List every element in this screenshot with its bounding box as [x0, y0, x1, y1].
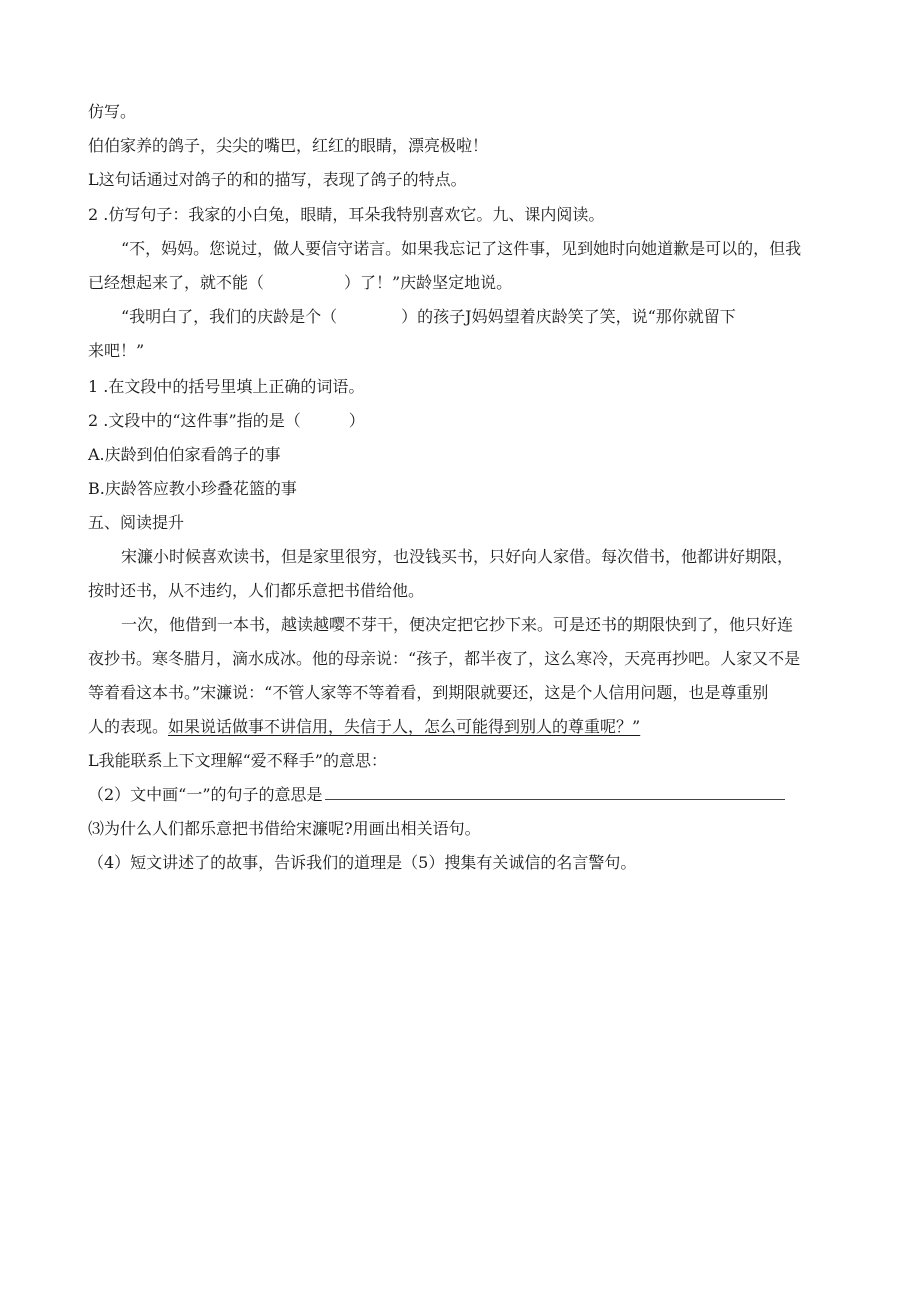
question-this-matter: 2 .文段中的“这件事”指的是（ ） [88, 411, 365, 430]
section-heading-imitate: 仿写。 [88, 102, 137, 121]
reading-passage-line: 等着看这本书。”宋濂说：“不管人家等不等着看，到期限就要还，这是个人信用问题，也是尊重别 [88, 683, 769, 702]
reading-passage-line: 一次，他借到一本书，越读越嘤不芽干，便决定把它抄下来。可是还书的期限快到了，他只好连 [121, 615, 794, 634]
question-understand-phrase: L我能联系上下文理解“爱不释手”的意思： [88, 751, 387, 770]
example-sentence: 伯伯家养的鸽子，尖尖的嘴巴，红红的眼睛，漂亮极啦！ [88, 136, 489, 155]
question-2: 2 .仿写句子：我家的小白兔，眼睛，耳朵我特别喜欢它。九、课内阅读。 [88, 205, 605, 224]
option-b: B.庆龄答应教小珍叠花篮的事 [88, 479, 297, 498]
question-why-lend: ⑶为什么人们都乐意把书借给宋濂呢?用画出相关语句。 [88, 819, 481, 838]
reading-passage-line [88, 716, 640, 738]
reading-passage-line: 宋濂小时候喜欢读书，但是家里很穷，也没钱买书，只好向人家借。每次借书，他都讲好期限， [121, 547, 794, 566]
reading-passage-line: 夜抄书。寒冬腊月，滴水成冰。他的母亲说：“孩子，都半夜了，这么寒冷，天亮再抄吧。人家又不是 [88, 649, 801, 668]
reading-passage-line: 按时还书，从不违约，人们都乐意把书借给他。 [88, 581, 425, 600]
section-heading-reading: 五、阅读提升 [88, 513, 185, 532]
question-1: L这句话通过对鸽子的和的描写，表现了鸽子的特点。 [88, 170, 467, 189]
question-sentence-meaning-text: （2）文中画“一”的句子的意思是 [88, 785, 323, 804]
passage-line: “我明白了，我们的庆龄是个（ ）的孩子J妈妈望着庆龄笑了笑，说“那你就留下 [121, 307, 736, 326]
answer-blank-line[interactable] [325, 785, 785, 800]
reading-passage-text: 人的表现。 [88, 717, 169, 736]
question-sentence-meaning [88, 784, 785, 806]
passage-line: “不，妈妈。您说过，做人要信守诺言。如果我忘记了这件事，见到她时向她道歉是可以的，但我 [121, 239, 802, 258]
question-story-lesson: （4）短文讲述了的故事，告诉我们的道理是（5）搜集有关诚信的名言警句。 [88, 853, 637, 872]
option-a: A.庆龄到伯伯家看鸽子的事 [88, 445, 281, 464]
question-fill-brackets: 1 .在文段中的括号里填上正确的词语。 [88, 377, 365, 396]
underlined-sentence: 如果说话做事不讲信用，失信于人，怎么可能得到别人的尊重呢？” [168, 717, 641, 736]
passage-line: 已经想起来了，就不能（ ）了！”庆龄坚定地说。 [88, 273, 513, 292]
passage-line: 来吧！” [88, 341, 145, 360]
